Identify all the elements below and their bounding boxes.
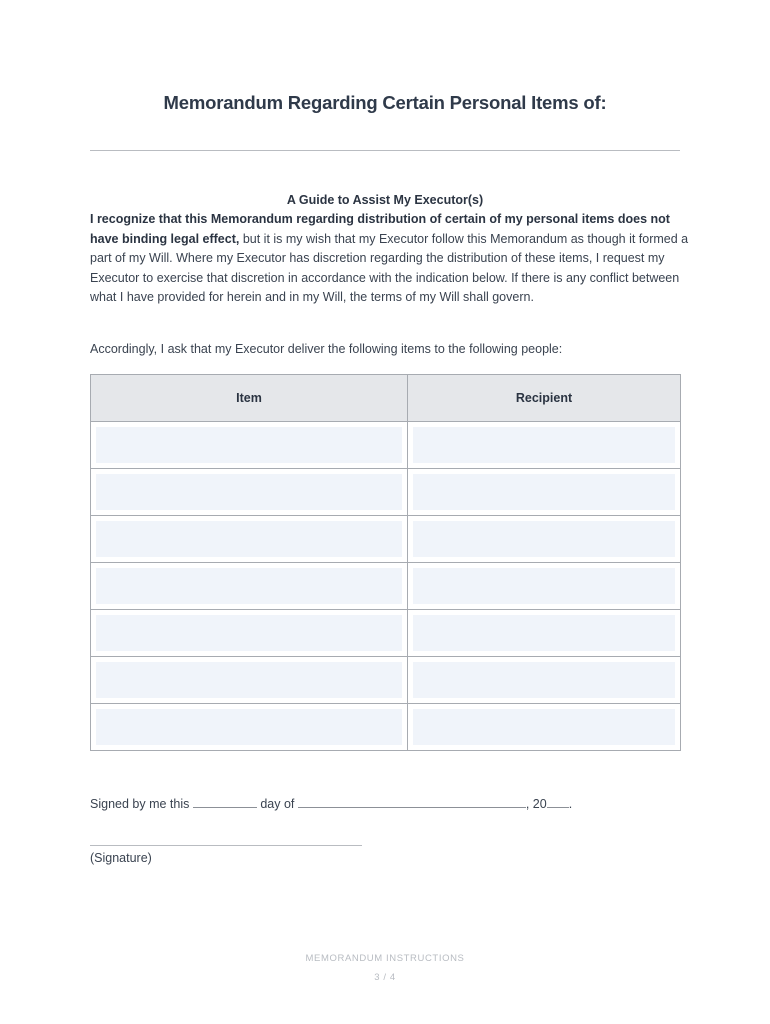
item-cell xyxy=(91,610,408,657)
item-cell xyxy=(91,704,408,751)
signature-line[interactable] xyxy=(90,845,362,846)
item-input[interactable] xyxy=(96,615,402,651)
year-blank-field[interactable] xyxy=(547,797,569,808)
items-table-body xyxy=(91,422,681,751)
table-row xyxy=(91,657,681,704)
table-header-row xyxy=(91,375,681,422)
recipient-cell xyxy=(408,422,681,469)
intro-paragraph xyxy=(90,210,690,308)
recipient-input[interactable] xyxy=(413,615,675,651)
item-cell xyxy=(91,469,408,516)
recipient-cell xyxy=(408,516,681,563)
guide-heading: A Guide to Assist My Executor(s) xyxy=(286,193,484,207)
page-number: 3 / 4 xyxy=(374,972,396,983)
item-input[interactable] xyxy=(96,521,402,557)
recipient-input[interactable] xyxy=(413,568,675,604)
item-input[interactable] xyxy=(96,474,402,510)
item-cell xyxy=(91,516,408,563)
item-input[interactable] xyxy=(96,709,402,745)
table-row xyxy=(91,563,681,610)
item-cell xyxy=(91,422,408,469)
recipient-input[interactable] xyxy=(413,662,675,698)
recipient-input[interactable] xyxy=(413,521,675,557)
day-of-text: day of xyxy=(256,797,298,811)
items-table xyxy=(90,374,681,751)
item-input[interactable] xyxy=(96,568,402,604)
intro-text: but it is my wish that my Executor follow this Memorandum as though it formed a part of my Will. Where my Executor has discretion regarding the distribution of these items, I request my Executor to exercise that discretion in accordance with the indication below. If there is any conflict between what I have provided for herein and in my Will, the terms of my Will shall govern. xyxy=(90,231,689,305)
intro-bold-text: I recognize that this Memorandum regarding distribution of certain of my personal items does not have binding legal effect, xyxy=(90,212,670,246)
recipient-cell xyxy=(408,469,681,516)
table-row xyxy=(91,422,681,469)
item-cell xyxy=(91,657,408,704)
signed-end: . xyxy=(568,797,573,811)
table-row xyxy=(91,610,681,657)
item-input[interactable] xyxy=(96,427,402,463)
recipient-cell xyxy=(408,610,681,657)
page-title: Memorandum Regarding Certain Personal Items of: xyxy=(163,92,607,113)
signed-prefix: Signed by me this xyxy=(90,797,193,811)
table-row xyxy=(91,704,681,751)
table-row xyxy=(91,516,681,563)
signature-label: (Signature) xyxy=(90,851,152,865)
recipient-column-header: Recipient xyxy=(408,375,681,422)
recipient-input[interactable] xyxy=(413,709,675,745)
recipient-cell xyxy=(408,704,681,751)
name-entry-line xyxy=(90,150,680,151)
item-column-header: Item xyxy=(91,375,408,422)
month-blank-field[interactable] xyxy=(298,797,526,808)
recipient-cell xyxy=(408,657,681,704)
signed-line xyxy=(90,797,572,811)
table-row xyxy=(91,469,681,516)
recipient-cell xyxy=(408,563,681,610)
day-blank-field[interactable] xyxy=(193,797,257,808)
recipient-input[interactable] xyxy=(413,427,675,463)
year-prefix: , 20 xyxy=(525,797,547,811)
item-input[interactable] xyxy=(96,662,402,698)
item-cell xyxy=(91,563,408,610)
recipient-input[interactable] xyxy=(413,474,675,510)
delivery-instruction: Accordingly, I ask that my Executor deliver the following items to the following people: xyxy=(90,342,563,356)
footer-label: MEMORANDUM INSTRUCTIONS xyxy=(305,953,465,964)
